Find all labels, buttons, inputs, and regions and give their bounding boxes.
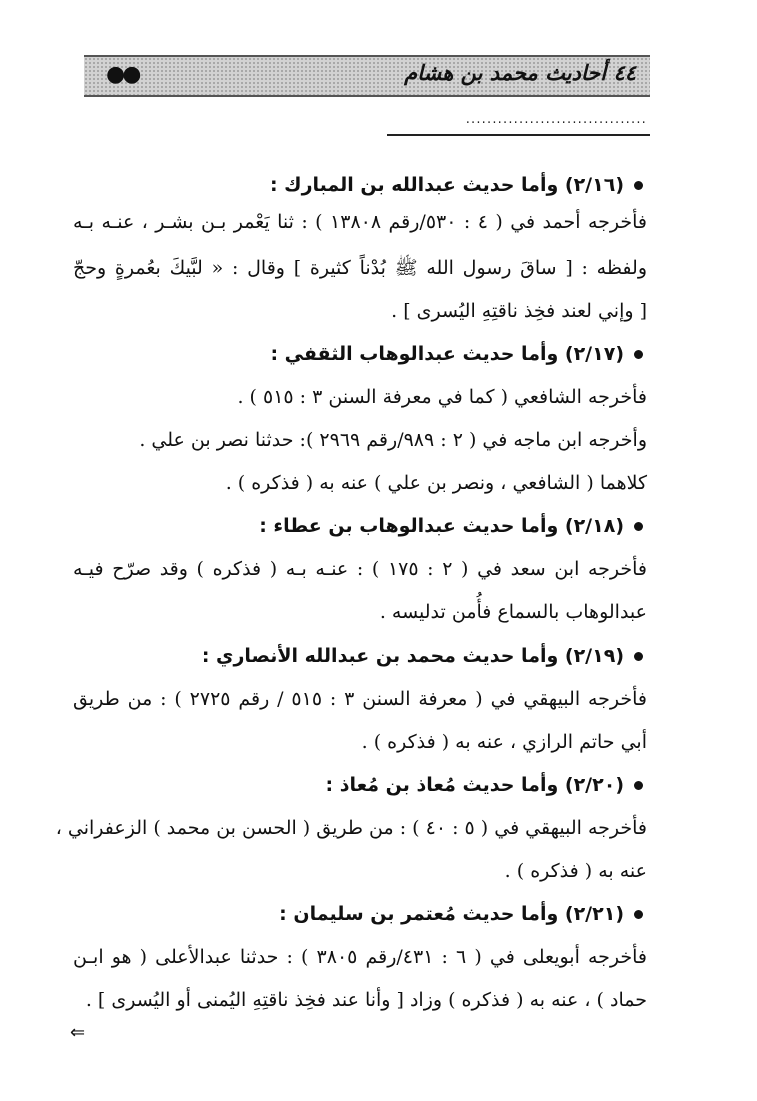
- body-line: فأخرجه البيهقي في ( معرفة السنن ٣ : ٥١٥ / رقم ٢٧٢٥ ) : من طريق: [73, 688, 647, 710]
- body-line: [ وإني لعند فخِذ ناقتِهِ اليُسرى ] .: [391, 300, 647, 322]
- continue-arrow-icon: ⇐: [70, 1022, 86, 1043]
- body-line: كلاهما ( الشافعي ، ونصر بن علي ) عنه به ( فذكره ) .: [225, 472, 647, 494]
- heading-text: (٢/٢١) وأما حديث مُعتمر بن سليمان :: [279, 903, 624, 925]
- heading-text: (٢/١٩) وأما حديث محمد بن عبدالله الأنصاري :: [201, 645, 624, 667]
- bullet-icon: [634, 181, 643, 190]
- section-heading: [325, 770, 643, 800]
- section-heading: [279, 899, 643, 929]
- section-heading: [270, 170, 643, 200]
- heading-text: (٢/١٨) وأما حديث عبدالوهاب بن عطاء :: [259, 515, 624, 537]
- heading-text: (٢/١٦) وأما حديث عبدالله بن المبارك :: [269, 174, 624, 196]
- dotted-separator: ..................................: [465, 112, 647, 127]
- body-line: فأخرجه ابن سعد في ( ٢ : ١٧٥ ) : عنـه بـه ( فذكره ) وقد صرّح فيـه: [73, 558, 647, 580]
- bullet-icon: [634, 781, 643, 790]
- bullet-icon: [634, 522, 643, 531]
- body-line: فأخرجه أبويعلى في ( ٦ : ٤٣١/رقم ٣٨٠٥ ) : حدثنا عبدالأعلى ( هو ابـن: [73, 946, 648, 968]
- body-line: عبدالوهاب بالسماع فأُمن تدليسه .: [379, 601, 647, 623]
- ornament-icon: ●●: [106, 62, 139, 87]
- section-heading: [259, 511, 643, 541]
- section-heading: [270, 339, 643, 369]
- bullet-icon: [634, 910, 643, 919]
- bullet-icon: [634, 350, 643, 359]
- body-line: فأخرجه أحمد في ( ٤ : ٥٣٠/رقم ١٣٨٠٨ ) : ثنا يَعْمر بـن بشـر ، عنـه بـه: [73, 211, 647, 233]
- body-line: فأخرجه البيهقي في ( ٥ : ٤٠ ) : من طريق ( الحسن بن محمد ) الزعفراني ،: [55, 817, 647, 839]
- heading-text: (٢/٢٠) وأما حديث مُعاذ بن مُعاذ :: [325, 774, 624, 796]
- section-heading: [202, 641, 643, 671]
- body-line: عنه به ( فذكره ) .: [504, 860, 647, 882]
- body-line: حماد ) ، عنه به ( فذكره ) وزاد [ وأنا عند فخِذ ناقتِهِ اليُمنى أو اليُسرى ] .: [85, 989, 647, 1011]
- body-line: فأخرجه الشافعي ( كما في معرفة السنن ٣ : ٥١٥ ) .: [237, 386, 647, 408]
- header-title: ٤٤ أحاديث محمد بن هشام: [404, 61, 636, 85]
- body-line: أبي حاتم الرازي ، عنه به ( فذكره ) .: [361, 731, 647, 753]
- body-line: وأخرجه ابن ماجه في ( ٢ : ٩٨٩/رقم ٢٩٦٩ ): حدثنا نصر بن علي .: [139, 429, 647, 451]
- heading-text: (٢/١٧) وأما حديث عبدالوهاب الثقفي :: [270, 343, 624, 365]
- body-line: ولفظه : [ ساقَ رسول الله ﷺ بُدْناً كثيرة ] وقال : « لبَّيكَ بعُمرةٍ وحجّ: [73, 257, 647, 279]
- bullet-icon: [634, 652, 643, 661]
